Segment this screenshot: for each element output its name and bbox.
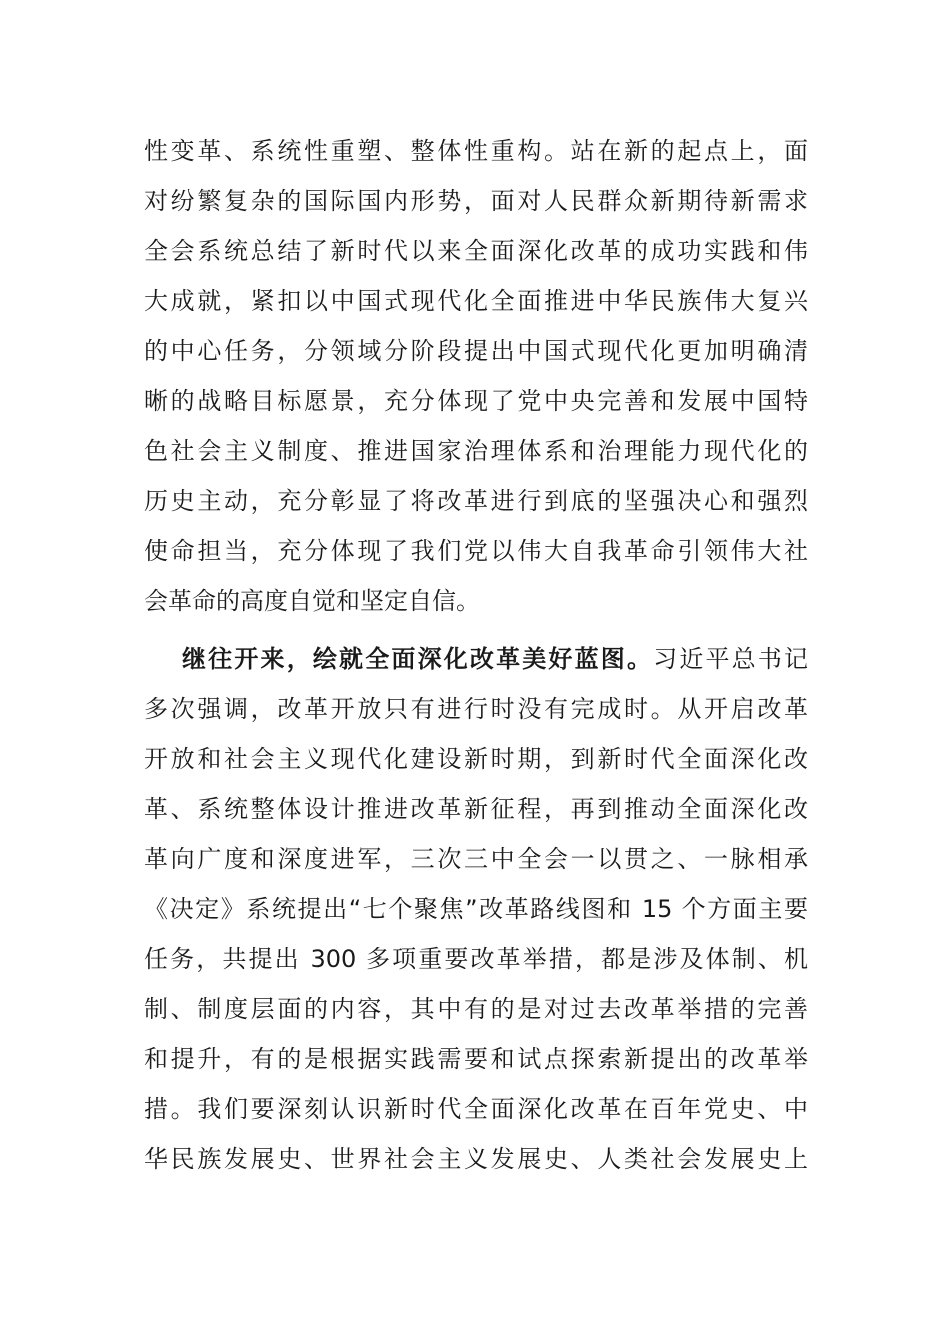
text-line: 《决定》系统提出“七个聚焦”改革路线图和 15 个方面主要 (144, 895, 808, 923)
text-line: 性变革、系统性重塑、整体性重构。站在新的起点上，面 (144, 137, 808, 165)
paragraph-2 (144, 634, 808, 1184)
text-line: 革、系统整体设计推进改革新征程，再到推动全面深化改 (144, 795, 808, 823)
text-line: 革向广度和深度进军，三次三中全会一以贯之、一脉相承 (144, 845, 808, 873)
document-body (144, 126, 808, 1184)
text-line: 多次强调，改革开放只有进行时没有完成时。从开启改革 (144, 695, 808, 723)
text-line: 的中心任务，分领域分阶段提出中国式现代化更加明确清 (144, 337, 808, 365)
text-line: 措。我们要深刻认识新时代全面深化改革在百年党史、中 (144, 1095, 808, 1123)
text-line: 晰的战略目标愿景，充分体现了党中央完善和发展中国特 (144, 387, 808, 415)
text-line: 制、制度层面的内容，其中有的是对过去改革举措的完善 (144, 995, 808, 1023)
text-line: 色社会主义制度、推进国家治理体系和治理能力现代化的 (144, 437, 808, 465)
text-line: 全会系统总结了新时代以来全面深化改革的成功实践和伟 (144, 237, 808, 265)
paragraph-heading: 继往开来，绘就全面深化改革美好蓝图。 (182, 645, 654, 673)
text-line: 使命担当，充分体现了我们党以伟大自我革命引领伟大社 (144, 537, 808, 565)
paragraph-2-first-line (144, 634, 808, 684)
text-line: 开放和社会主义现代化建设新时期，到新时代全面深化改 (144, 745, 808, 773)
text-line: 和提升，有的是根据实践需要和试点探索新提出的改革举 (144, 1045, 808, 1073)
text-span: 习近平总书记 (653, 645, 809, 673)
text-line: 对纷繁复杂的国际国内形势，面对人民群众新期待新需求 (144, 187, 808, 215)
text-line: 任务，共提出 300 多项重要改革举措，都是涉及体制、机 (144, 945, 808, 973)
text-line: 华民族发展史、世界社会主义发展史、人类社会发展史上 (144, 1145, 808, 1173)
text-line: 会革命的高度自觉和坚定自信。 (144, 587, 480, 615)
text-line: 大成就，紧扣以中国式现代化全面推进中华民族伟大复兴 (144, 287, 808, 315)
text-line: 历史主动，充分彰显了将改革进行到底的坚强决心和强烈 (144, 487, 808, 515)
paragraph-1 (144, 126, 808, 626)
